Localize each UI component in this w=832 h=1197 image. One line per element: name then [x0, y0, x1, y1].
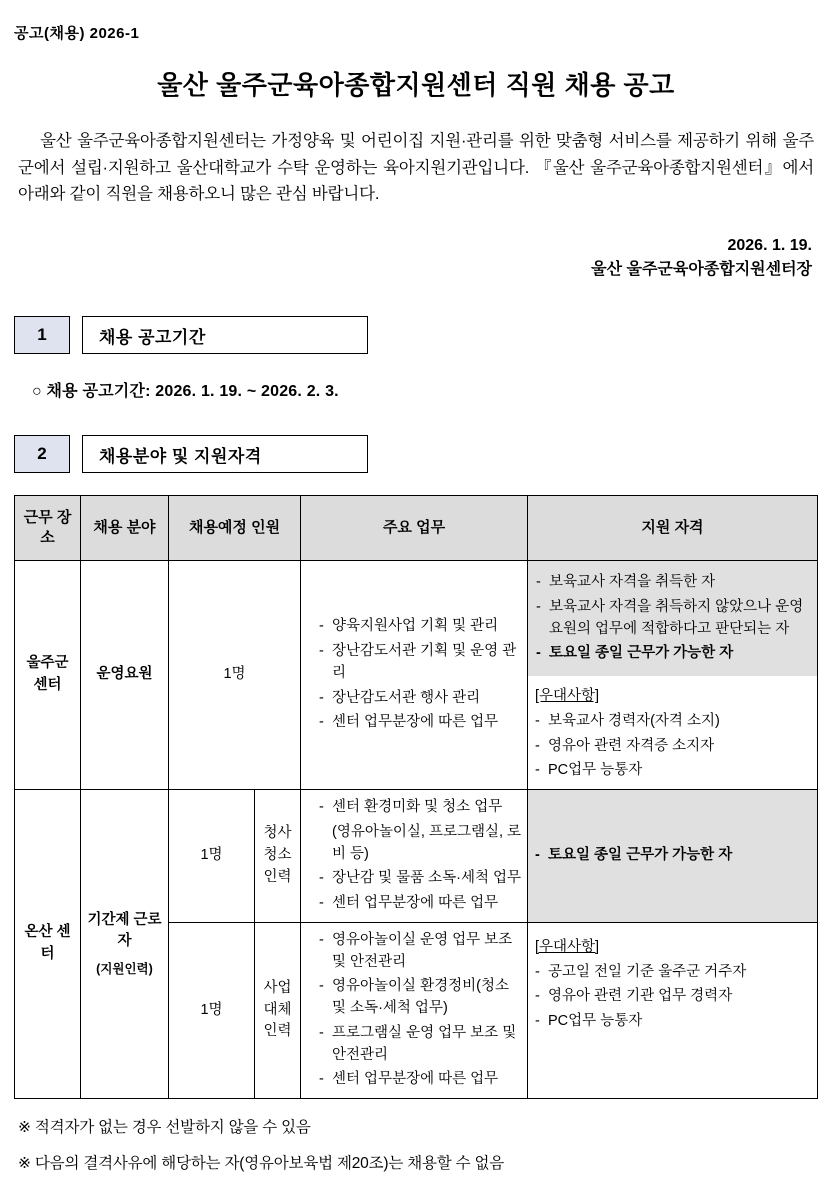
duty-item: - 센터 업무분장에 따른 업무 — [317, 1069, 522, 1091]
cell-duties-2 — [301, 790, 528, 923]
table-header-row — [15, 496, 818, 561]
section-2-header — [14, 435, 818, 473]
issuer-name: 울산 울주군육아종합지원센터장 — [591, 261, 812, 279]
cell-count-3: 1명 — [169, 922, 255, 1098]
cell-field-1: 운영요원 — [81, 561, 169, 790]
qualification-item: - 보육교사 자격을 취득한 자 — [534, 572, 811, 594]
cell-place-1: 울주군 센터 — [15, 561, 81, 790]
preference-item: - PC업무 능통자 — [533, 1011, 812, 1033]
section-2-number: 2 — [14, 435, 70, 473]
table-row — [15, 561, 818, 790]
cell-field-2 — [81, 790, 169, 1099]
announcement-period: ○ 채용 공고기간: 2026. 1. 19. ~ 2026. 2. 3. — [32, 383, 339, 401]
page-title: 울산 울주군육아종합지원센터 직원 채용 공고 — [157, 70, 675, 100]
field-label: 기간제 근로자 — [87, 911, 162, 950]
cell-qualification-2 — [528, 790, 818, 923]
preference-item: - 영유아 관련 자격증 소지자 — [533, 736, 812, 758]
column-header-count: 채용예정 인원 — [169, 496, 301, 561]
intro-paragraph — [18, 128, 814, 208]
cell-count-1: 1명 — [169, 561, 301, 790]
note-item-2: ※ 다음의 결격사유에 해당하는 자(영유아보육법 제20조)는 채용할 수 없음 — [18, 1155, 505, 1173]
duty-item: - 센터 업무분장에 따른 업무 — [317, 712, 522, 734]
preference-item: - 보육교사 경력자(자격 소지) — [533, 711, 812, 733]
qualification-item-bold: - 토요일 종일 근무가 가능한 자 — [534, 643, 811, 665]
duty-item: - 센터 환경미화 및 청소 업무 — [317, 797, 522, 819]
note-item-1: ※ 적격자가 없는 경우 선발하지 않을 수 있음 — [18, 1119, 311, 1137]
qualification-highlight-1 — [528, 561, 817, 676]
duty-item: - 양육지원사업 기획 및 관리 — [317, 616, 522, 638]
cell-subrole-3: 사업 대체 인력 — [255, 922, 301, 1098]
section-1-header — [14, 316, 818, 354]
announcement-date: 2026. 1. 19. — [727, 237, 812, 255]
duty-item-note: (영유아놀이실, 프로그램실, 로비 등) — [332, 823, 522, 862]
duty-item: - 영유아놀이실 환경정비(청소 및 소독·세척 업무) — [317, 976, 522, 1020]
cell-qualification-1 — [528, 561, 818, 790]
cell-duties-1 — [301, 561, 528, 790]
cell-place-2: 온산 센터 — [15, 790, 81, 1099]
notes-block — [18, 1115, 814, 1173]
intro-text-1: 울산 울주군육아종합지원센터는 가정양육 및 어린이집 지원·관리를 위한 맞춤형 서비스를 제공하기 위해 울주군에서 설립·지원하고 울산대학교가 수탁 운영하는 육아지원기관입니다. — [18, 132, 814, 177]
column-header-place: 근무 장소 — [15, 496, 81, 561]
preference-item: - PC업무 능통자 — [533, 760, 812, 782]
cell-qualification-3 — [528, 922, 818, 1098]
duty-item: - 장난감 및 물품 소독·세척 업무 — [317, 868, 522, 890]
qualification-item-bold: - 토요일 종일 근무가 가능한 자 — [533, 845, 812, 867]
document-number: 공고(채용) 2026-1 — [14, 25, 140, 42]
cell-count-2: 1명 — [169, 790, 255, 923]
section-1-title: 채용 공고기간 — [82, 316, 368, 354]
duty-item: - 장난감도서관 행사 관리 — [317, 688, 522, 710]
column-header-qualification: 지원 자격 — [528, 496, 818, 561]
signature-block — [14, 234, 812, 282]
section-1-number: 1 — [14, 316, 70, 354]
preference-heading-3: [우대사항] — [535, 938, 600, 955]
column-header-field: 채용 분야 — [81, 496, 169, 561]
section-2-title: 채용분야 및 지원자격 — [82, 435, 368, 473]
qualification-item: - 보육교사 자격을 취득하지 않았으나 운영요원의 업무에 적합하다고 판단되는 자 — [534, 597, 811, 641]
column-header-duty: 주요 업무 — [301, 496, 528, 561]
duty-item: - 센터 업무분장에 따른 업무 — [317, 893, 522, 915]
cell-subrole-2: 청사 청소 인력 — [255, 790, 301, 923]
preference-item: - 공고일 전일 기준 울주군 거주자 — [533, 962, 812, 984]
recruitment-table — [14, 495, 818, 1099]
duty-item: - 영유아놀이실 운영 업무 보조 및 안전관리 — [317, 930, 522, 974]
cell-duties-3 — [301, 922, 528, 1098]
duty-item: - 장난감도서관 기획 및 운영 관리 — [317, 641, 522, 685]
field-sublabel: (지원인력) — [96, 962, 153, 977]
preference-item: - 영유아 관련 기관 업무 경력자 — [533, 986, 812, 1008]
intro-text-2: 『울산 울주군육아종합지원센터』에서 아래와 같이 직원을 채용하오니 많은 관심 바랍니다. — [18, 158, 814, 204]
duty-item: - 프로그램실 운영 업무 보조 및 안전관리 — [317, 1023, 522, 1067]
preference-heading-1: [우대사항] — [535, 688, 600, 705]
table-row — [15, 790, 818, 923]
